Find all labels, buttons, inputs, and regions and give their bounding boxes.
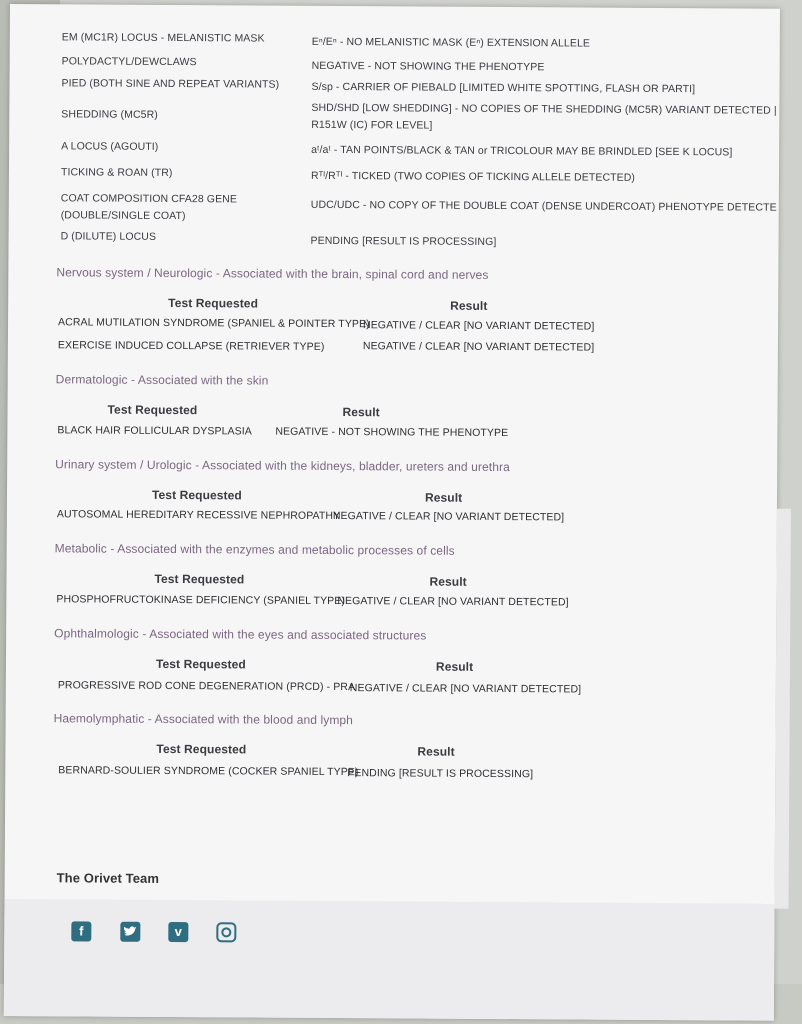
test-name: EXERCISE INDUCED COLLAPSE (RETRIEVER TYPE)	[57, 339, 325, 353]
twitter-icon[interactable]	[120, 922, 140, 942]
trait-name: D (DILUTE) LOCUS	[60, 230, 157, 243]
trait-value: Eⁿ/Eⁿ - NO MELANISTIC MASK (Eⁿ) EXTENSION ALLELE	[311, 35, 591, 50]
column-header-test: Test Requested	[154, 571, 245, 587]
test-name: BLACK HAIR FOLLICULAR DYSPLASIA	[57, 424, 252, 438]
column-header-test: Test Requested	[168, 295, 259, 311]
trait-value: Rᵀᴵ/Rᵀᴵ - TICKED (TWO COPIES OF TICKING ALLELE DETECTED)	[310, 169, 636, 184]
trait-value: SHD/SHD [LOW SHEDDING] - NO COPIES OF THE SHEDDING (MC5R) VARIANT DETECTED |	[311, 101, 777, 117]
column-header-result: Result	[417, 744, 455, 759]
section-title: Urinary system / Urologic - Associated with the kidneys, bladder, ureters and urethra	[55, 457, 510, 475]
facebook-icon[interactable]: f	[71, 921, 91, 941]
column-header-result: Result	[424, 490, 463, 505]
column-header-result: Result	[435, 659, 474, 674]
trait-name: SHEDDING (MC5R)	[61, 108, 158, 121]
trait-value: PENDING [RESULT IS PROCESSING]	[310, 234, 497, 248]
section-title: Ophthalmologic - Associated with the eyes and associated structures	[54, 626, 427, 643]
signoff: The Orivet Team	[56, 870, 160, 886]
footer	[4, 899, 775, 1021]
trait-value: NEGATIVE - NOT SHOWING THE PHENOTYPE	[311, 59, 545, 74]
test-name: ACRAL MUTILATION SYNDROME (SPANIEL & POINTER TYPE)	[58, 316, 370, 331]
trait-name: EM (MC1R) LOCUS - MELANISTIC MASK	[61, 31, 265, 45]
test-result: NEGATIVE / CLEAR [NO VARIANT DETECTED]	[363, 319, 595, 333]
test-name: PROGRESSIVE ROD CONE DEGENERATION (PRCD) - PRA	[57, 679, 356, 694]
trait-name: TICKING & ROAN (TR)	[60, 166, 173, 179]
test-name: BERNARD-SOULIER SYNDROME (COCKER SPANIEL TYPE)	[58, 764, 359, 779]
trait-name: COAT COMPOSITION CFA28 GENE	[60, 192, 238, 206]
report-page	[4, 4, 780, 1021]
trait-name-line2: (DOUBLE/SINGLE COAT)	[60, 209, 186, 223]
column-header-test: Test Requested	[107, 402, 198, 418]
column-header-result: Result	[429, 574, 467, 589]
section-title: Haemolymphatic - Associated with the blood and lymph	[53, 711, 354, 728]
trait-value: S/sp - CARRIER OF PIEBALD [LIMITED WHITE SPOTTING, FLASH OR PARTI]	[311, 80, 696, 96]
trait-value: aᵗ/aᵗ - TAN POINTS/BLACK & TAN or TRICOLOUR MAY BE BRINDLED [SEE K LOCUS]	[311, 143, 733, 159]
column-header-test: Test Requested	[156, 741, 247, 757]
column-header-test: Test Requested	[151, 487, 242, 503]
test-result: NEGATIVE / CLEAR [NO VARIANT DETECTED]	[337, 595, 569, 609]
vimeo-icon[interactable]: v	[168, 922, 188, 942]
trait-value-line2: R151W (IC) FOR LEVEL]	[311, 118, 433, 132]
trait-name: POLYDACTYL/DEWCLAWS	[61, 55, 197, 69]
test-result: NEGATIVE - NOT SHOWING THE PHENOTYPE	[275, 425, 509, 440]
test-result: NEGATIVE / CLEAR [NO VARIANT DETECTED]	[362, 340, 595, 354]
trait-value: UDC/UDC - NO COPY OF THE DOUBLE COAT (DENSE UNDERCOAT) PHENOTYPE DETECTE	[310, 198, 777, 214]
section-title: Dermatologic - Associated with the skin	[55, 372, 269, 388]
test-name: AUTOSOMAL HEREDITARY RECESSIVE NEPHROPATHY	[56, 508, 341, 523]
trait-name: A LOCUS (AGOUTI)	[61, 140, 159, 153]
test-name: PHOSPHOFRUCTOKINASE DEFICIENCY (SPANIEL TYPE)	[56, 593, 346, 608]
test-result: NEGATIVE / CLEAR [NO VARIANT DETECTED]	[349, 682, 582, 696]
section-title: Metabolic - Associated with the enzymes and metabolic processes of cells	[54, 541, 455, 558]
test-result: PENDING [RESULT IS PROCESSING]	[347, 767, 534, 781]
column-header-result: Result	[342, 405, 380, 420]
trait-name: PIED (BOTH SINE AND REPEAT VARIANTS)	[61, 77, 280, 91]
column-header-result: Result	[450, 298, 488, 313]
column-header-test: Test Requested	[155, 656, 246, 672]
page-edge	[774, 509, 790, 909]
instagram-icon[interactable]	[216, 922, 236, 942]
section-title: Nervous system / Neurologic - Associated with the brain, spinal cord and nerves	[56, 265, 489, 282]
test-result: NEGATIVE / CLEAR [NO VARIANT DETECTED]	[332, 509, 565, 524]
